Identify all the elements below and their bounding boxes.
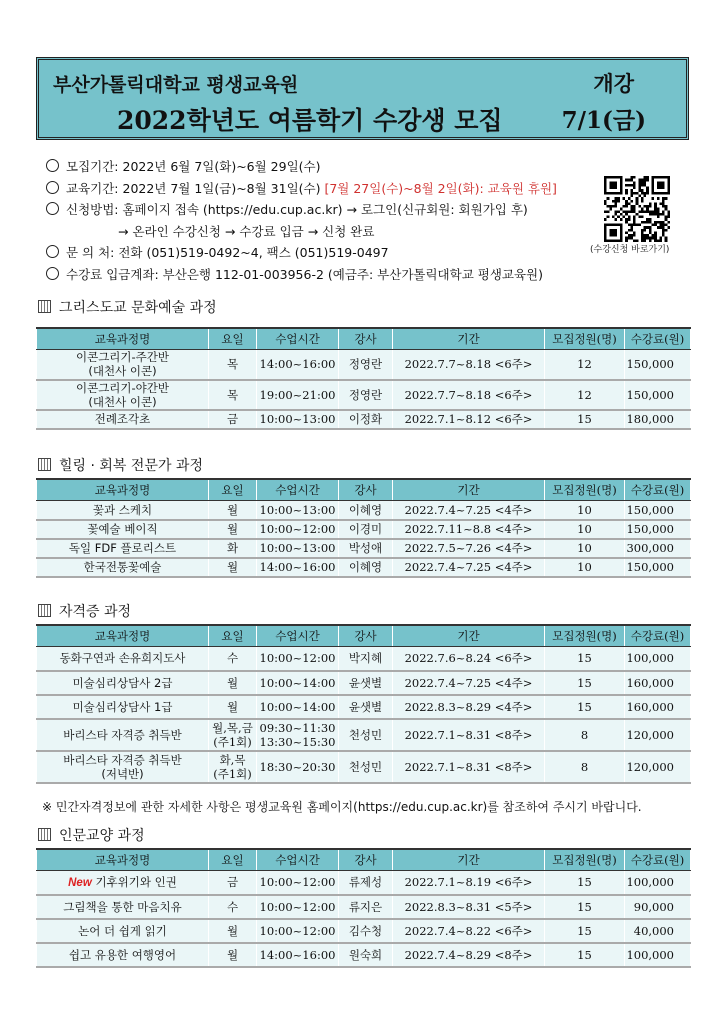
course-name: 이콘그리기-야간반 (대천사 이콘) bbox=[37, 380, 209, 410]
period: 2022.7.1~8.19 <6주> bbox=[393, 871, 545, 895]
day: 금 bbox=[209, 871, 257, 895]
square-bullet-icon bbox=[38, 300, 51, 313]
day: 수 bbox=[209, 647, 257, 671]
column-header: 기간 bbox=[393, 625, 545, 647]
circle-bullet-icon bbox=[46, 181, 59, 194]
fee: 180,000 bbox=[625, 410, 691, 429]
column-header: 기간 bbox=[393, 849, 545, 871]
qr-caption: (수강신청 바로가기) bbox=[590, 245, 670, 255]
table-row bbox=[37, 539, 691, 558]
capacity: 15 bbox=[545, 647, 625, 671]
time: 10:00~13:00 bbox=[257, 539, 339, 558]
fee: 100,000 bbox=[625, 647, 691, 671]
period: 2022.7.7~8.18 <6주> bbox=[393, 350, 545, 380]
column-header: 교육과정명 bbox=[37, 479, 209, 501]
instructor: 이경미 bbox=[339, 520, 393, 539]
instructor: 정영란 bbox=[339, 380, 393, 410]
open-label: 개강 bbox=[593, 72, 634, 96]
fee: 150,000 bbox=[625, 520, 691, 539]
time: 19:00~21:00 bbox=[257, 380, 339, 410]
course-name: 논어 더 쉽게 읽기 bbox=[37, 919, 209, 943]
fee: 100,000 bbox=[625, 871, 691, 895]
info-contact: 문 의 처: 전화 (051)519-0492~4, 팩스 (051)519-0497 bbox=[46, 242, 557, 264]
table-header-row bbox=[37, 328, 691, 350]
period: 2022.7.11~8.8 <4주> bbox=[393, 520, 545, 539]
table-row bbox=[37, 719, 691, 751]
capacity: 15 bbox=[545, 695, 625, 719]
fee: 150,000 bbox=[625, 501, 691, 520]
column-header: 모집정원(명) bbox=[545, 328, 625, 350]
circle-bullet-icon bbox=[46, 159, 59, 172]
instructor: 박성애 bbox=[339, 539, 393, 558]
time: 09:30~11:30 13:30~15:30 bbox=[257, 719, 339, 751]
column-header: 강사 bbox=[339, 625, 393, 647]
capacity: 8 bbox=[545, 751, 625, 783]
fee: 40,000 bbox=[625, 919, 691, 943]
column-header: 강사 bbox=[339, 849, 393, 871]
table-header-row bbox=[37, 849, 691, 871]
circle-bullet-icon bbox=[46, 245, 59, 258]
table-row bbox=[37, 647, 691, 671]
course-table bbox=[36, 327, 691, 430]
period: 2022.7.1~8.31 <8주> bbox=[393, 719, 545, 751]
info-recruit: 모집기간: 2022년 6월 7일(화)~6월 29일(수) bbox=[46, 156, 557, 178]
day: 화 bbox=[209, 539, 257, 558]
table-header-row bbox=[37, 479, 691, 501]
info-list bbox=[46, 156, 557, 285]
page-title: 2022학년도 여름학기 수강생 모집 bbox=[117, 106, 503, 135]
course-name: 독일 FDF 플로리스트 bbox=[37, 539, 209, 558]
column-header: 모집정원(명) bbox=[545, 625, 625, 647]
fee: 150,000 bbox=[625, 380, 691, 410]
capacity: 15 bbox=[545, 871, 625, 895]
capacity: 12 bbox=[545, 350, 625, 380]
table-row bbox=[37, 919, 691, 943]
column-header: 교육과정명 bbox=[37, 328, 209, 350]
fee: 160,000 bbox=[625, 671, 691, 695]
time: 10:00~12:00 bbox=[257, 871, 339, 895]
fee: 120,000 bbox=[625, 751, 691, 783]
instructor: 천성민 bbox=[339, 719, 393, 751]
instructor: 윤샛별 bbox=[339, 695, 393, 719]
column-header: 수강료(원) bbox=[625, 625, 691, 647]
instructor: 이정화 bbox=[339, 410, 393, 429]
column-header: 모집정원(명) bbox=[545, 849, 625, 871]
column-header: 수업시간 bbox=[257, 625, 339, 647]
course-name: 꽃예술 베이직 bbox=[37, 520, 209, 539]
day: 화,목 (주1회) bbox=[209, 751, 257, 783]
table-row bbox=[37, 871, 691, 895]
course-table bbox=[36, 624, 691, 784]
day: 월 bbox=[209, 671, 257, 695]
period: 2022.7.4~7.25 <4주> bbox=[393, 558, 545, 577]
time: 10:00~14:00 bbox=[257, 671, 339, 695]
table-row bbox=[37, 501, 691, 520]
instructor: 김수청 bbox=[339, 919, 393, 943]
column-header: 기간 bbox=[393, 479, 545, 501]
capacity: 15 bbox=[545, 919, 625, 943]
course-table bbox=[36, 848, 691, 968]
time: 10:00~13:00 bbox=[257, 410, 339, 429]
period: 2022.7.5~7.26 <4주> bbox=[393, 539, 545, 558]
instructor: 윤샛별 bbox=[339, 671, 393, 695]
period: 2022.7.4~7.25 <4주> bbox=[393, 671, 545, 695]
column-header: 수강료(원) bbox=[625, 479, 691, 501]
square-bullet-icon bbox=[38, 604, 51, 617]
period: 2022.7.1~8.12 <6주> bbox=[393, 410, 545, 429]
course-name: 꽃과 스케치 bbox=[37, 501, 209, 520]
column-header: 요일 bbox=[209, 849, 257, 871]
fee: 300,000 bbox=[625, 539, 691, 558]
instructor: 이혜영 bbox=[339, 501, 393, 520]
period: 2022.7.6~8.24 <6주> bbox=[393, 647, 545, 671]
fee: 150,000 bbox=[625, 350, 691, 380]
capacity: 15 bbox=[545, 943, 625, 967]
course-name: 미술심리상담사 1급 bbox=[37, 695, 209, 719]
time: 14:00~16:00 bbox=[257, 558, 339, 577]
day: 월 bbox=[209, 501, 257, 520]
day: 목 bbox=[209, 380, 257, 410]
capacity: 8 bbox=[545, 719, 625, 751]
column-header: 교육과정명 bbox=[37, 849, 209, 871]
fee: 120,000 bbox=[625, 719, 691, 751]
course-name: 그림책을 통한 마음치유 bbox=[37, 895, 209, 919]
column-header: 모집정원(명) bbox=[545, 479, 625, 501]
period: 2022.7.4~7.25 <4주> bbox=[393, 501, 545, 520]
day: 월 bbox=[209, 558, 257, 577]
course-name: 바리스타 자격증 취득반 bbox=[37, 719, 209, 751]
info-account: 수강료 입금계좌: 부산은행 112-01-003956-2 (예금주: 부산가톨릭대학교 평생교육원) bbox=[46, 264, 557, 286]
instructor: 이혜영 bbox=[339, 558, 393, 577]
circle-bullet-icon bbox=[46, 267, 59, 280]
instructor: 류지은 bbox=[339, 895, 393, 919]
time: 18:30~20:30 bbox=[257, 751, 339, 783]
course-name: 이콘그리기-주간반 (대천사 이콘) bbox=[37, 350, 209, 380]
fee: 90,000 bbox=[625, 895, 691, 919]
period: 2022.7.4~8.22 <6주> bbox=[393, 919, 545, 943]
column-header: 수강료(원) bbox=[625, 849, 691, 871]
capacity: 10 bbox=[545, 539, 625, 558]
period: 2022.7.7~8.18 <6주> bbox=[393, 380, 545, 410]
square-bullet-icon bbox=[38, 828, 51, 841]
qr-code-icon[interactable] bbox=[604, 176, 670, 242]
time: 10:00~12:00 bbox=[257, 919, 339, 943]
capacity: 10 bbox=[545, 520, 625, 539]
course-name: 쉽고 유용한 여행영어 bbox=[37, 943, 209, 967]
info-apply-cont: → 온라인 수강신청 → 수강료 입금 → 신청 완료 bbox=[118, 223, 375, 239]
instructor: 원숙희 bbox=[339, 943, 393, 967]
instructor: 류제성 bbox=[339, 871, 393, 895]
day: 월 bbox=[209, 695, 257, 719]
new-badge: New bbox=[68, 876, 92, 889]
day: 수 bbox=[209, 895, 257, 919]
fee: 160,000 bbox=[625, 695, 691, 719]
fee: 150,000 bbox=[625, 558, 691, 577]
table-row bbox=[37, 895, 691, 919]
time: 10:00~13:00 bbox=[257, 501, 339, 520]
course-name: 동화구연과 손유희지도사 bbox=[37, 647, 209, 671]
column-header: 요일 bbox=[209, 479, 257, 501]
table-row bbox=[37, 943, 691, 967]
section-title: 인문교양 과정 bbox=[38, 825, 145, 845]
column-header: 교육과정명 bbox=[37, 625, 209, 647]
day: 월 bbox=[209, 919, 257, 943]
table-row bbox=[37, 350, 691, 380]
column-header: 수강료(원) bbox=[625, 328, 691, 350]
column-header: 요일 bbox=[209, 625, 257, 647]
column-header: 수업시간 bbox=[257, 849, 339, 871]
info-apply: 신청방법: 홈페이지 접속 (https://edu.cup.ac.kr) → 로그인(신규회원: 회원가입 후) bbox=[46, 199, 557, 221]
column-header: 수업시간 bbox=[257, 328, 339, 350]
course-name: 미술심리상담사 2급 bbox=[37, 671, 209, 695]
capacity: 12 bbox=[545, 380, 625, 410]
time: 10:00~12:00 bbox=[257, 647, 339, 671]
column-header: 기간 bbox=[393, 328, 545, 350]
capacity: 10 bbox=[545, 501, 625, 520]
day: 목 bbox=[209, 350, 257, 380]
table-row bbox=[37, 695, 691, 719]
course-table bbox=[36, 478, 691, 578]
period: 2022.7.4~8.29 <8주> bbox=[393, 943, 545, 967]
column-header: 수업시간 bbox=[257, 479, 339, 501]
time: 14:00~16:00 bbox=[257, 943, 339, 967]
table-header-row bbox=[37, 625, 691, 647]
capacity: 10 bbox=[545, 558, 625, 577]
section-title: 힐링 · 회복 전문가 과정 bbox=[38, 455, 203, 475]
column-header: 요일 bbox=[209, 328, 257, 350]
day: 금 bbox=[209, 410, 257, 429]
capacity: 15 bbox=[545, 895, 625, 919]
table-row bbox=[37, 751, 691, 783]
table-row bbox=[37, 520, 691, 539]
course-name: New 기후위기와 인권 bbox=[37, 871, 209, 895]
day: 월,목,금 (주1회) bbox=[209, 719, 257, 751]
org-name: 부산가톨릭대학교 평생교육원 bbox=[53, 74, 299, 96]
table-row bbox=[37, 380, 691, 410]
day: 월 bbox=[209, 520, 257, 539]
section-title: 그리스도교 문화예술 과정 bbox=[38, 297, 217, 317]
table-row bbox=[37, 410, 691, 429]
info-edu: 교육기간: 2022년 7월 1일(금)~8월 31일(수) [7월 27일(수)~8월 2일(화): 교육원 휴원] bbox=[46, 178, 557, 200]
table-row bbox=[37, 671, 691, 695]
circle-bullet-icon bbox=[46, 202, 59, 215]
fee: 100,000 bbox=[625, 943, 691, 967]
time: 10:00~12:00 bbox=[257, 520, 339, 539]
instructor: 박지혜 bbox=[339, 647, 393, 671]
closed-period: [7월 27일(수)~8월 2일(화): 교육원 휴원] bbox=[324, 180, 557, 196]
footnote: ※ 민간자격정보에 관한 자세한 사항은 평생교육원 홈페이지(https://edu.cup.ac.kr)를 참조하여 주시기 바랍니다. bbox=[42, 800, 642, 814]
time: 14:00~16:00 bbox=[257, 350, 339, 380]
open-date: 7/1(금) bbox=[561, 107, 646, 134]
period: 2022.7.1~8.31 <8주> bbox=[393, 751, 545, 783]
column-header: 강사 bbox=[339, 479, 393, 501]
instructor: 천성민 bbox=[339, 751, 393, 783]
table-row bbox=[37, 558, 691, 577]
capacity: 15 bbox=[545, 671, 625, 695]
day: 월 bbox=[209, 943, 257, 967]
time: 10:00~14:00 bbox=[257, 695, 339, 719]
title-banner bbox=[36, 57, 689, 140]
square-bullet-icon bbox=[38, 458, 51, 471]
capacity: 15 bbox=[545, 410, 625, 429]
instructor: 정영란 bbox=[339, 350, 393, 380]
column-header: 강사 bbox=[339, 328, 393, 350]
section-title: 자격증 과정 bbox=[38, 601, 131, 621]
period: 2022.8.3~8.31 <5주> bbox=[393, 895, 545, 919]
course-name: 한국전통꽃예술 bbox=[37, 558, 209, 577]
course-name: 바리스타 자격증 취득반 (저녁반) bbox=[37, 751, 209, 783]
period: 2022.8.3~8.29 <4주> bbox=[393, 695, 545, 719]
time: 10:00~12:00 bbox=[257, 895, 339, 919]
course-name: 전례조각초 bbox=[37, 410, 209, 429]
